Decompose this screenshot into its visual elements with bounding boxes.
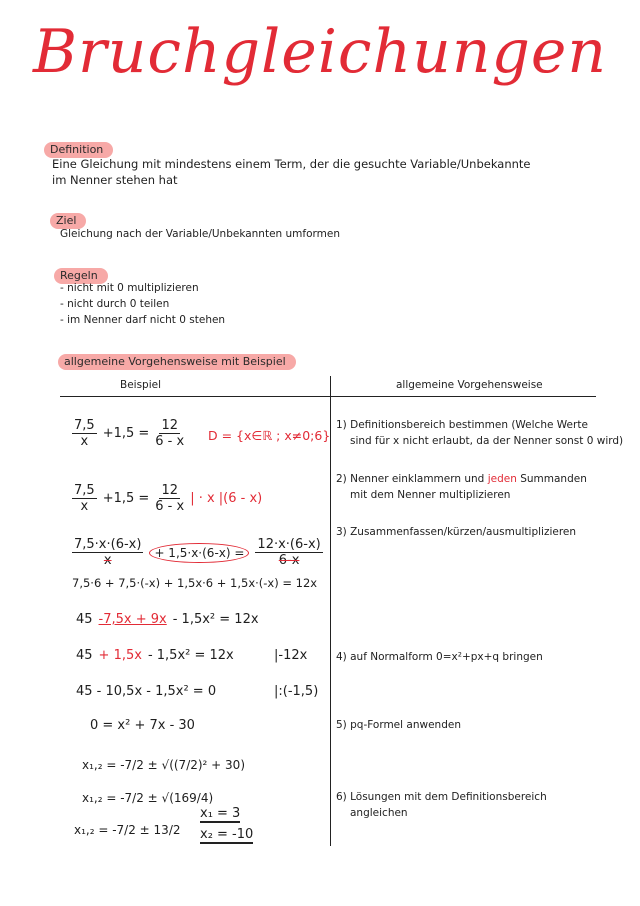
equation-line-1: $\frac{7,5}{x}$ +1,5 = $\frac{12}{6 - x}$ <box>74 418 185 449</box>
vorgehen-label: allgemeine Vorgehensweise mit Beispiel <box>58 354 296 370</box>
column-header-beispiel: Beispiel <box>120 379 162 391</box>
step-2-line-1: 2) Nenner einklammern und jeden Summanden <box>336 473 587 485</box>
step-1-line-2: sind für x nicht erlaubt, da der Nenner sonst 0 wird) <box>350 435 624 447</box>
column-header-vorgehensweise: allgemeine Vorgehensweise <box>396 379 543 391</box>
step-5: 5) pq-Formel anwenden <box>336 719 461 731</box>
step-2-line-2: mit dem Nenner multiplizieren <box>350 489 511 501</box>
step-4: 4) auf Normalform 0=x²+px+q bringen <box>336 651 543 663</box>
equation-line-5: 45 -7,5x + 9x - 1,5x² = 12x <box>76 612 259 627</box>
equation-line-7: 45 - 10,5x - 1,5x² = 0 <box>76 684 217 699</box>
equation-line-4: 7,5·6 + 7,5·(-x) + 1,5x·6 + 1,5x·(-x) = 12x <box>72 576 318 590</box>
ziel-text: Gleichung nach der Variable/Unbekannten umformen <box>60 228 341 240</box>
pq-line-1: x₁,₂ = -7/2 ± √((7/2)² + 30) <box>82 758 245 772</box>
definition-label: Definition <box>44 142 113 158</box>
page-title: Bruchgleichungen <box>32 17 608 87</box>
domain-set: D = {x∈ℝ ; x≠0;6} <box>208 428 331 443</box>
step-6-line-1: 6) Lösungen mit dem Definitionsbereich <box>336 791 547 803</box>
definition-line-1: Eine Gleichung mit mindestens einem Term, der die gesuchte Variable/Unbekannte <box>52 157 531 171</box>
pq-line-3: x₁,₂ = -7/2 ± 13/2 <box>74 823 181 837</box>
regel-item: - nicht mit 0 multiplizieren <box>60 282 199 294</box>
equation-line-2: $\frac{7,5}{x}$ +1,5 = $\frac{12}{6 - x}$ | · x |(6 - x) <box>74 483 263 514</box>
table-column-divider <box>330 376 331 846</box>
definition-section <box>44 138 113 158</box>
ziel-label: Ziel <box>50 213 86 229</box>
step-3: 3) Zusammenfassen/kürzen/ausmultiplizieren <box>336 526 577 538</box>
pq-line-2: x₁,₂ = -7/2 ± √(169/4) <box>82 791 214 805</box>
regeln-label: Regeln <box>54 268 108 284</box>
definition-line-2: im Nenner stehen hat <box>52 173 178 187</box>
regel-item: - im Nenner darf nicht 0 stehen <box>60 314 226 326</box>
operation-divide: |:(-1,5) <box>274 684 319 699</box>
equation-line-3: $\frac{7,5\cdot x\cdot(6-x)}{x}$ + 1,5·x·(6-x) = $\frac{12\cdot x\cdot(6-x)}{6-x}$ <box>74 537 321 568</box>
circled-term: + 1,5·x·(6-x) = <box>149 543 249 563</box>
solution-2: x₂ = -10 <box>200 827 254 842</box>
normal-form: 0 = x² + 7x - 30 <box>90 718 195 733</box>
step-1-line-1: 1) Definitionsbereich bestimmen (Welche Werte <box>336 419 588 431</box>
table-header-divider <box>60 396 596 397</box>
equation-line-6: 45 + 1,5x - 1,5x² = 12x <box>76 648 234 663</box>
operation-minus-12x: |-12x <box>274 648 308 663</box>
solution-1: x₁ = 3 <box>200 806 241 821</box>
step-6-line-2: angleichen <box>350 807 408 819</box>
regel-item: - nicht durch 0 teilen <box>60 298 170 310</box>
